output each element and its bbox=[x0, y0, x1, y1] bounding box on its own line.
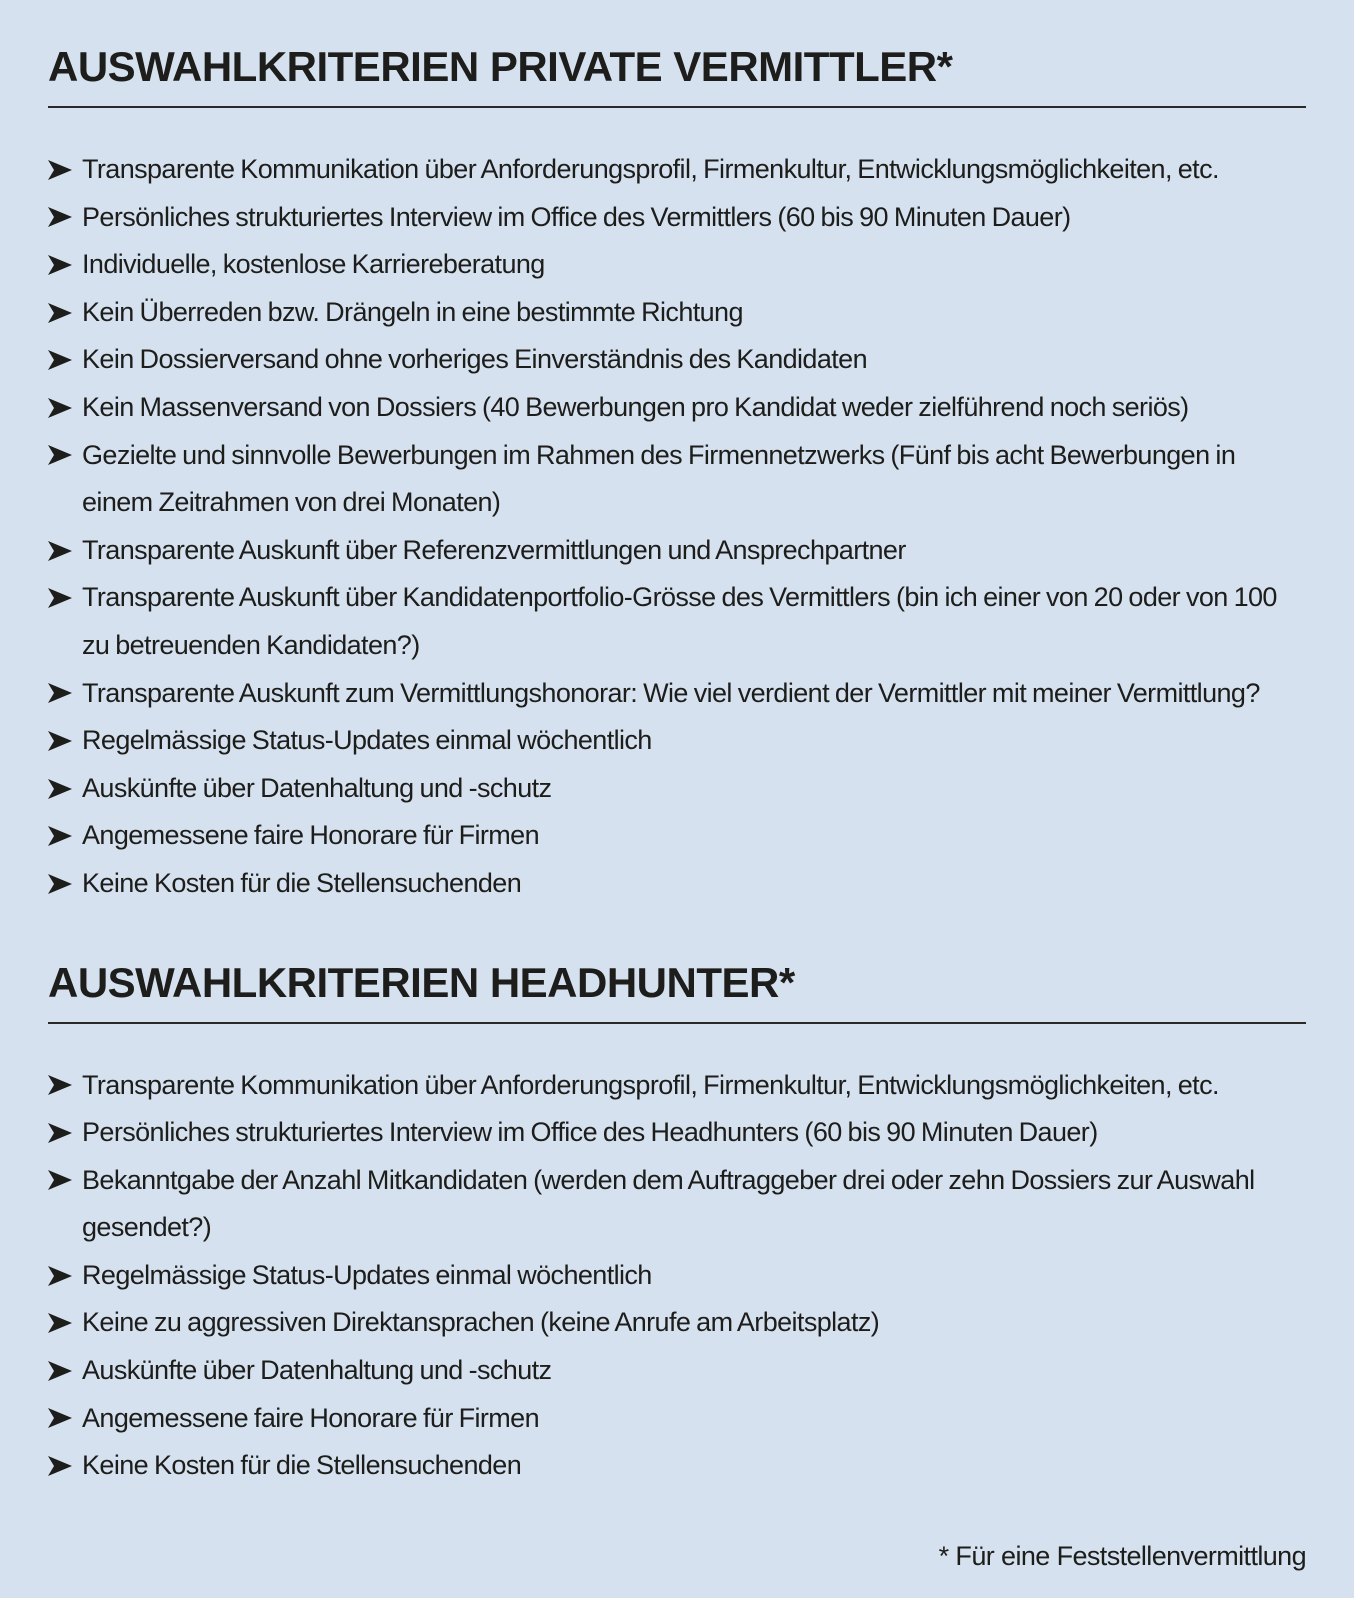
arrowhead-bullet-icon bbox=[48, 860, 74, 908]
list-item-text: Persönliches strukturiertes Interview im Office des Headhunters (60 bis 90 Minuten Dauer) bbox=[82, 1117, 1098, 1148]
footnote: * Für eine Feststellenvermittlung bbox=[938, 1541, 1306, 1571]
list-item-text: Transparente Kommunikation über Anforderungsprofil, Firmenkultur, Entwicklungsmöglichkeiten, etc. bbox=[82, 154, 1219, 184]
list-item bbox=[48, 527, 1306, 575]
list-item bbox=[48, 432, 1306, 527]
list-item-text: Bekanntgabe der Anzahl Mitkandidaten (werden dem Auftraggeber drei oder zehn Dossiers zur Auswahl gesendet?) bbox=[82, 1164, 1255, 1243]
list-item-text: Keine Kosten für die Stellensuchenden bbox=[82, 867, 522, 898]
list-item bbox=[48, 1299, 1306, 1347]
section-divider bbox=[48, 1022, 1306, 1024]
arrowhead-bullet-icon bbox=[48, 1062, 74, 1110]
arrowhead-bullet-icon bbox=[48, 1252, 74, 1300]
section-title-headhunter: AUSWAHLKRITERIEN HEADHUNTER* bbox=[48, 958, 795, 1006]
list-item bbox=[48, 194, 1306, 242]
list-item-text: Persönliches strukturiertes Interview im Office des Vermittlers (60 bis 90 Minuten Dauer) bbox=[82, 201, 1071, 232]
arrowhead-bullet-icon bbox=[48, 432, 74, 480]
list-item bbox=[48, 717, 1306, 765]
arrowhead-bullet-icon bbox=[48, 1395, 74, 1443]
arrowhead-bullet-icon bbox=[48, 146, 74, 194]
arrowhead-bullet-icon bbox=[48, 384, 74, 432]
arrowhead-bullet-icon bbox=[48, 1299, 74, 1347]
arrowhead-bullet-icon bbox=[48, 241, 74, 289]
arrowhead-bullet-icon bbox=[48, 336, 74, 384]
list-item-text: Kein Massenversand von Dossiers (40 Bewerbungen pro Kandidat weder zielführend noch seriös) bbox=[82, 391, 1189, 422]
list-item bbox=[48, 1395, 1306, 1443]
list-item bbox=[48, 574, 1306, 669]
arrowhead-bullet-icon bbox=[48, 812, 74, 860]
arrowhead-bullet-icon bbox=[48, 717, 74, 765]
list-item-text: Transparente Auskunft über Referenzvermittlungen und Ansprechpartner bbox=[82, 534, 906, 565]
arrowhead-bullet-icon bbox=[48, 670, 74, 718]
list-item bbox=[48, 1252, 1306, 1300]
list-item-text: Gezielte und sinnvolle Bewerbungen im Rahmen des Firmennetzwerks (Fünf bis acht Bewerbungen in einem Zeitrahmen von drei Monaten) bbox=[82, 439, 1236, 518]
arrowhead-bullet-icon bbox=[48, 1109, 74, 1157]
arrowhead-bullet-icon bbox=[48, 527, 74, 575]
arrowhead-bullet-icon bbox=[48, 289, 74, 337]
list-item bbox=[48, 812, 1306, 860]
list-item-text: Regelmässige Status-Updates einmal wöchentlich bbox=[82, 1259, 652, 1290]
list-item-text: Keine Kosten für die Stellensuchenden bbox=[82, 1450, 522, 1481]
section-title-private-vermittler: AUSWAHLKRITERIEN PRIVATE VERMITTLER* bbox=[48, 43, 953, 90]
section-spacer bbox=[48, 908, 1306, 948]
list-item bbox=[48, 1062, 1306, 1110]
list-item bbox=[48, 289, 1306, 337]
list-item bbox=[48, 1347, 1306, 1395]
list-item bbox=[48, 336, 1306, 384]
criteria-list-headhunter bbox=[48, 1062, 1306, 1490]
section-divider bbox=[48, 106, 1306, 108]
list-item bbox=[48, 860, 1306, 908]
list-item-text: Kein Dossierversand ohne vorheriges Einverständnis des Kandidaten bbox=[82, 344, 868, 375]
list-item bbox=[48, 384, 1306, 432]
list-item-text: Transparente Auskunft zum Vermittlungshonorar: Wie viel verdient der Vermittler mit meiner Vermittlung? bbox=[82, 677, 1260, 708]
list-item bbox=[48, 146, 1306, 194]
list-item bbox=[48, 1442, 1306, 1490]
arrowhead-bullet-icon bbox=[48, 1347, 74, 1395]
list-item-text: Regelmässige Status-Updates einmal wöchentlich bbox=[82, 725, 652, 756]
list-item-text: Auskünfte über Datenhaltung und -schutz bbox=[82, 772, 552, 803]
list-item-text: Angemessene faire Honorare für Firmen bbox=[82, 1402, 540, 1433]
list-item bbox=[48, 1109, 1306, 1157]
list-item-text: Transparente Kommunikation über Anforderungsprofil, Firmenkultur, Entwicklungsmöglichkeiten, etc. bbox=[82, 1069, 1219, 1100]
list-item-text: Individuelle, kostenlose Karriereberatung bbox=[82, 249, 545, 280]
arrowhead-bullet-icon bbox=[48, 574, 74, 622]
list-item-text: Kein Überreden bzw. Drängeln in eine bestimmte Richtung bbox=[82, 296, 743, 327]
list-item-text: Auskünfte über Datenhaltung und -schutz bbox=[82, 1355, 552, 1386]
list-item bbox=[48, 241, 1306, 289]
list-item bbox=[48, 1157, 1306, 1252]
arrowhead-bullet-icon bbox=[48, 194, 74, 242]
arrowhead-bullet-icon bbox=[48, 1157, 74, 1205]
arrowhead-bullet-icon bbox=[48, 1442, 74, 1490]
list-item bbox=[48, 765, 1306, 813]
list-item-text: Keine zu aggressiven Direktansprachen (keine Anrufe am Arbeitsplatz) bbox=[82, 1307, 880, 1338]
list-item bbox=[48, 670, 1306, 718]
arrowhead-bullet-icon bbox=[48, 765, 74, 813]
criteria-list-private-vermittler bbox=[48, 146, 1306, 908]
list-item-text: Transparente Auskunft über Kandidatenportfolio-Grösse des Vermittlers (bin ich einer von 20 oder von 100 zu betreuenden Kandidaten?) bbox=[82, 582, 1277, 660]
list-item-text: Angemessene faire Honorare für Firmen bbox=[82, 820, 540, 851]
